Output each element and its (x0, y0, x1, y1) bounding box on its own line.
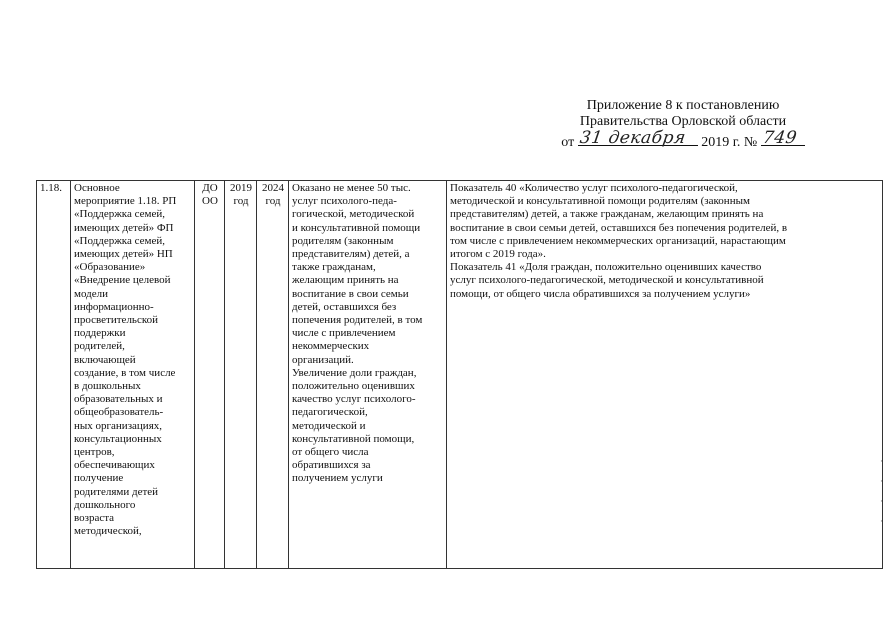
table-row (37, 181, 883, 569)
expected-result-cell: Оказано не менее 50 тыс. услуг психолого-педа- гогической, методической и консультативной помощи родителям (законным представителям) детей, а также гражданам, желающим принять на воспитание в свои семьи детей, оставшихся без попечения родителей, в том числе с привлечением некоммерческих организаций. Увеличение доли граждан, положительно оценивших качество услуг психолого- педагогической, методической и консультативной помощи, от общего числа обратившихся за получением услуги (289, 181, 447, 569)
executor-cell: ДО ОО (195, 181, 225, 569)
document-header (548, 98, 818, 151)
appendix-title: Приложение 8 к постановлению (586, 98, 780, 113)
year-and-number-label: 2019 г. № (701, 135, 758, 150)
end-year-cell: 2024 год (257, 181, 289, 569)
handwritten-date: 31 декабря (578, 128, 687, 148)
handwritten-number-field (761, 128, 805, 148)
start-year-cell: 2019 год (225, 181, 257, 569)
issuing-authority: Правительства Орловской области (579, 114, 787, 129)
date-prefix: от (561, 135, 575, 150)
measures-table (36, 180, 883, 569)
event-description-cell: Основное мероприятие 1.18. РП «Поддержка семей, имеющих детей» ФП «Поддержка семей, имеющих детей» НП «Образование» «Внедрение целевой модели информационно- просветительской поддержки родителей, включающей создание, в том числе в дошкольных образовательных и общеобразователь- ных организациях, консультационных центров, обеспечивающих получение родителями детей дошкольного возраста методической, (71, 181, 195, 569)
scan-edge-marks: · · · · (880, 457, 883, 527)
row-number-cell: 1.18. (37, 181, 71, 569)
decree-date-line (548, 128, 818, 151)
indicators-cell: Показатель 40 «Количество услуг психолого-педагогической, методической и консультативной помощи родителям (законным представителям) детей, а также гражданам, желающим принять на воспитание в свои семьи детей, оставшихся без попечения родителей, в том числе с привлечением некоммерческих организаций, нарастающим итогом с 2019 года». Показатель 41 «Доля граждан, положительно оценивших качество услуг психолого-педагогической, методической и консультативной помощи, от общего числа обратившихся за получением услуги» (447, 181, 883, 569)
handwritten-date-field (578, 128, 698, 148)
handwritten-number: 749 (761, 128, 799, 148)
